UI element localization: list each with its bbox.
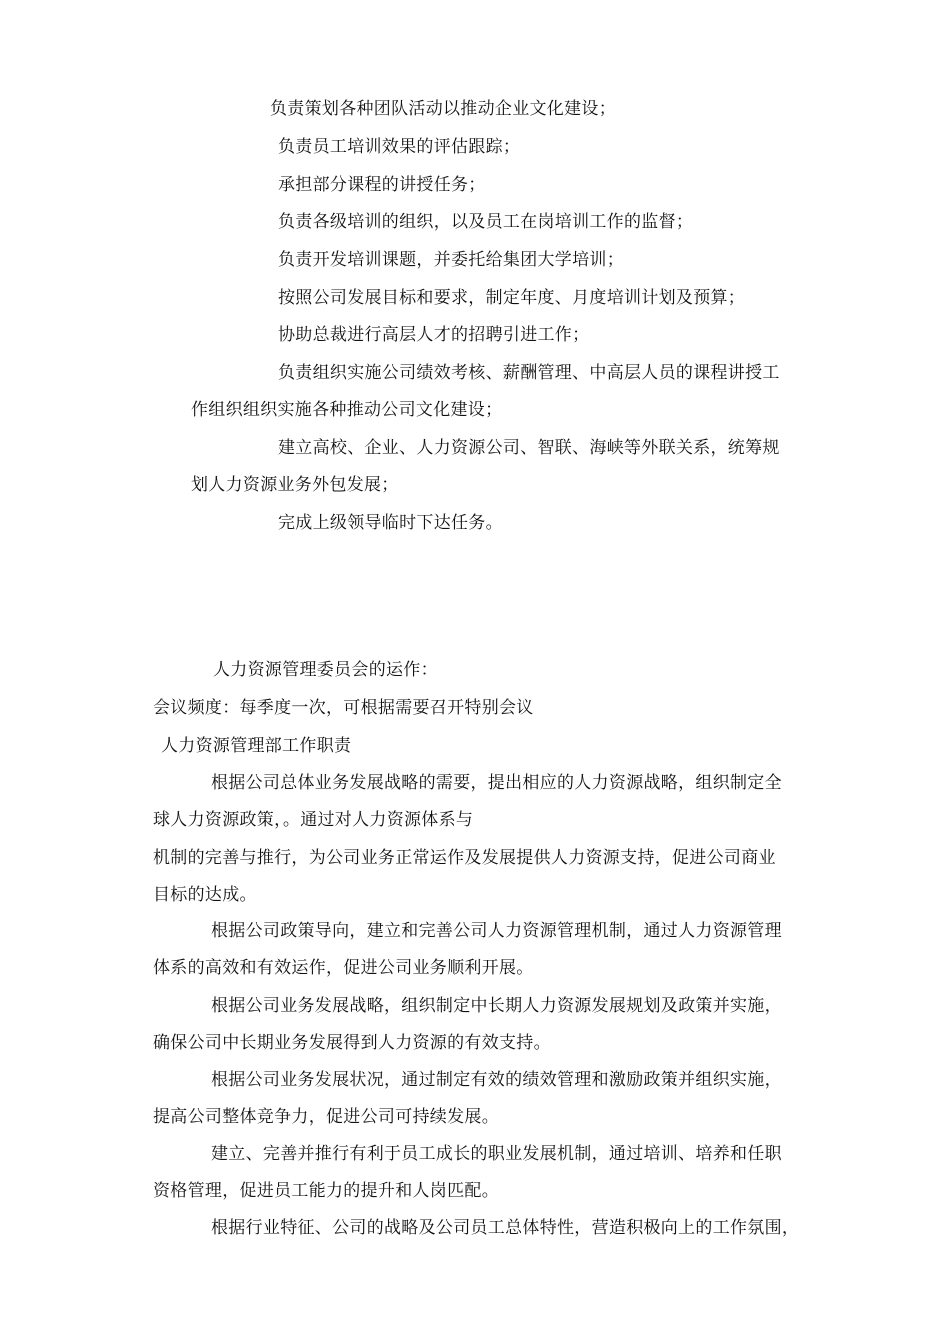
paragraph-line: 根据公司政策导向，建立和完善公司人力资源管理机制，通过人力资源管理	[211, 921, 782, 941]
duty-line-8-cont: 作组织组织实施各种推动公司文化建设；	[191, 400, 503, 420]
paragraph-line: 确保公司中长期业务发展得到人力资源的有效支持。	[153, 1033, 551, 1053]
duty-line-3: 承担部分课程的讲授任务；	[278, 175, 486, 195]
duty-line-8: 负责组织实施公司绩效考核、薪酬管理、中高层人员的课程讲授工	[278, 363, 780, 383]
paragraph-line: 根据公司业务发展战略，组织制定中长期人力资源发展规划及政策并实施，	[211, 996, 782, 1016]
duty-line-10: 完成上级领导临时下达任务。	[278, 513, 503, 533]
department-heading: 人力资源管理部工作职责	[161, 736, 352, 756]
duty-line-5: 负责开发培训课题，并委托给集团大学培训；	[278, 250, 624, 270]
duty-line-2: 负责员工培训效果的评估跟踪；	[278, 137, 521, 157]
paragraph-line: 目标的达成。	[153, 885, 257, 905]
paragraph-line: 根据公司总体业务发展战略的需要，提出相应的人力资源战略，组织制定全	[211, 773, 782, 793]
committee-frequency: 会议频度：每季度一次，可根据需要召开特别会议	[153, 698, 534, 718]
paragraph-line: 体系的高效和有效运作，促进公司业务顺利开展。	[153, 958, 534, 978]
duty-line-4: 负责各级培训的组织，以及员工在岗培训工作的监督；	[278, 212, 694, 232]
duty-line-1: 负责策划各种团队活动以推动企业文化建设；	[270, 99, 616, 119]
paragraph-line: 建立、完善并推行有利于员工成长的职业发展机制，通过培训、培养和任职	[211, 1144, 782, 1164]
paragraph-line: 资格管理，促进员工能力的提升和人岗匹配。	[153, 1181, 499, 1201]
paragraph-line: 根据公司业务发展状况，通过制定有效的绩效管理和激励政策并组织实施，	[211, 1070, 782, 1090]
paragraph-line: 机制的完善与推行，为公司业务正常运作及发展提供人力资源支持，促进公司商业	[153, 848, 776, 868]
duty-line-6: 按照公司发展目标和要求，制定年度、月度培训计划及预算；	[278, 288, 746, 308]
paragraph-line: 根据行业特征、公司的战略及公司员工总体特性，营造积极向上的工作氛围，	[211, 1218, 800, 1238]
paragraph-line: 球人力资源政策，。通过对人力资源体系与	[153, 810, 474, 830]
duty-line-7: 协助总裁进行高层人才的招聘引进工作；	[278, 325, 590, 345]
committee-heading: 人力资源管理委员会的运作：	[213, 660, 438, 680]
duty-line-9: 建立高校、企业、人力资源公司、智联、海峡等外联关系，统筹规	[278, 438, 780, 458]
paragraph-line: 提高公司整体竞争力，促进公司可持续发展。	[153, 1107, 499, 1127]
duty-line-9-cont: 划人力资源业务外包发展；	[191, 475, 399, 495]
